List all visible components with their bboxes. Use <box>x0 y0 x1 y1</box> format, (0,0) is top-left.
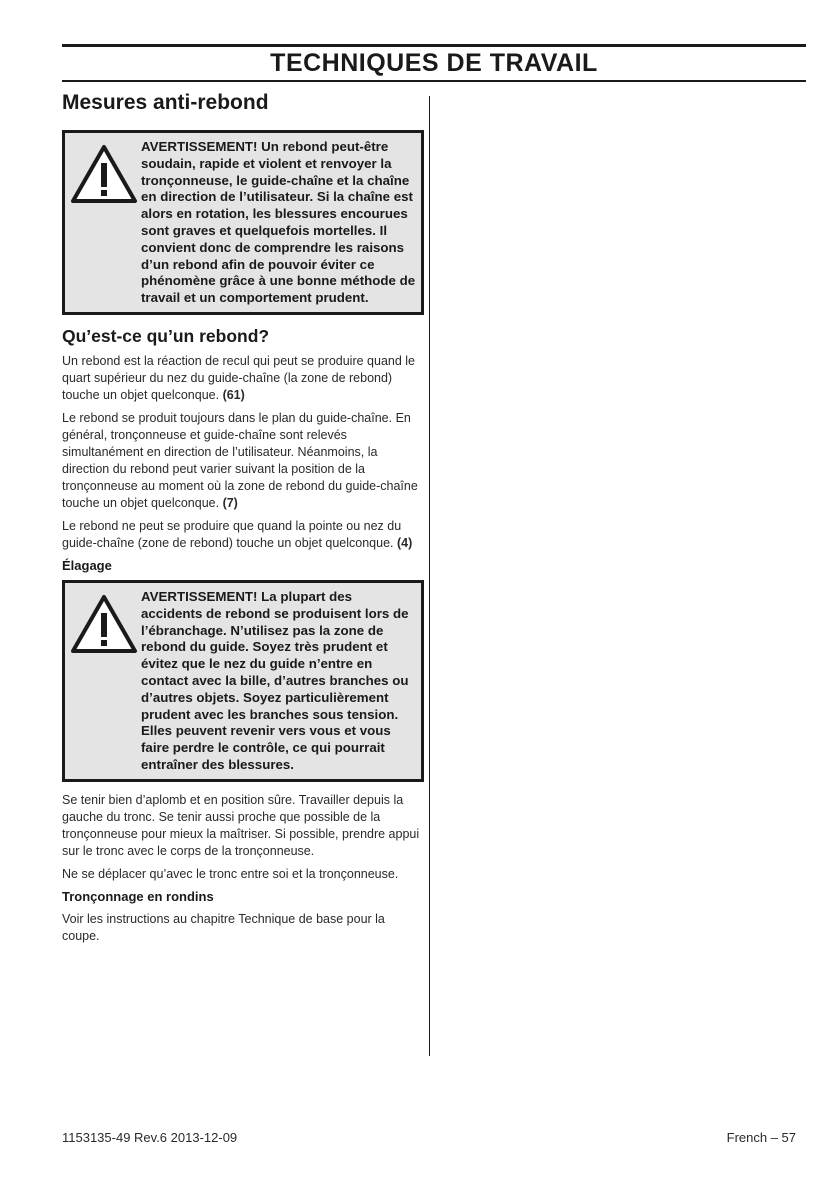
header-bottom-rule <box>62 80 806 82</box>
warning-text-limbing: AVERTISSEMENT! La plupart des accidents de rebond se produisent lors de l’ébranchage. N’utilisez pas la zone de rebond du guide. Soyez très prudent et évitez que le nez du guide n’entre en contact avec la bille, d’autres branches ou d’autres objets. Soyez particulièrement prudent avec les branches sous tension. Elles peuvent revenir vers vous et vous faire perdre le contrôle, ce qui pourrait entraîner des blessures. <box>141 588 409 772</box>
figure-reference: (4) <box>397 535 413 550</box>
paragraph-kickback-zone <box>62 518 424 552</box>
footer-page-number: French – 57 <box>726 1130 796 1145</box>
warning-triangle-icon <box>69 593 139 655</box>
footer-document-id: 1153135-49 Rev.6 2013-12-09 <box>62 1130 238 1145</box>
paragraph-move-trunk: Ne se déplacer qu’avec le tronc entre soi et la tronçonneuse. <box>62 866 399 881</box>
column-divider <box>429 96 430 1056</box>
paragraph-stance: Se tenir bien d’aplomb et en position sûre. Travailler depuis la gauche du tronc. Se tenir aussi proche que possible de la tronçonneuse pour mieux la maîtriser. Si possible, prendre appui sur le tronc avec le corps de la tronçonneuse. <box>62 792 420 858</box>
warning-text-kickback: AVERTISSEMENT! Un rebond peut-être soudain, rapide et violent et renvoyer la tronçonneuse, le guide-chaîne et la chaîne en direction de l’utilisateur. Si la chaîne est alors en rotation, les blessures encourues sont graves et quelquefois mortelles. Il convient donc de comprendre les raisons d’un rebond afin de pouvoir éviter ce phénomène grâce à une bonne méthode de travail et un comportement prudent. <box>141 139 416 306</box>
header-top-rule <box>62 44 806 47</box>
paragraph-kickback-plane <box>62 410 424 512</box>
paragraph-text: Le rebond ne peut se produire que quand la pointe ou nez du guide-chaîne (zone de rebond) touche un objet quelconque. <box>62 518 402 550</box>
figure-reference: (61) <box>222 387 245 402</box>
figure-reference: (7) <box>222 495 238 510</box>
section-title: Mesures anti-rebond <box>62 91 269 114</box>
heading-tronconnage: Tronçonnage en rondins <box>62 888 214 904</box>
paragraph-kickback-definition <box>62 353 424 404</box>
page-header-title: TECHNIQUES DE TRAVAIL <box>270 49 598 77</box>
paragraph-text: Le rebond se produit toujours dans le plan du guide-chaîne. En général, tronçonneuse et guide-chaîne sont relevés simultanément en direction de l’utilisateur. Néanmoins, la direction du rebond peut varier suivant la position de la tronçonneuse au moment où la zone de rebond du guide-chaîne touche un objet quelconque. <box>62 410 418 510</box>
warning-box-limbing <box>62 580 424 782</box>
heading-elagage: Élagage <box>62 557 112 573</box>
left-column <box>62 88 424 951</box>
paragraph-cutting-instructions: Voir les instructions au chapitre Technique de base pour la coupe. <box>62 911 385 943</box>
paragraph-text: Un rebond est la réaction de recul qui peut se produire quand le quart supérieur du nez du guide-chaîne (la zone de rebond) touche un objet quelconque. <box>62 353 416 402</box>
warning-triangle-icon <box>69 143 139 205</box>
warning-box-kickback <box>62 130 424 315</box>
subsection-title-what-is-kickback: Qu’est-ce qu’un rebond? <box>62 325 270 346</box>
